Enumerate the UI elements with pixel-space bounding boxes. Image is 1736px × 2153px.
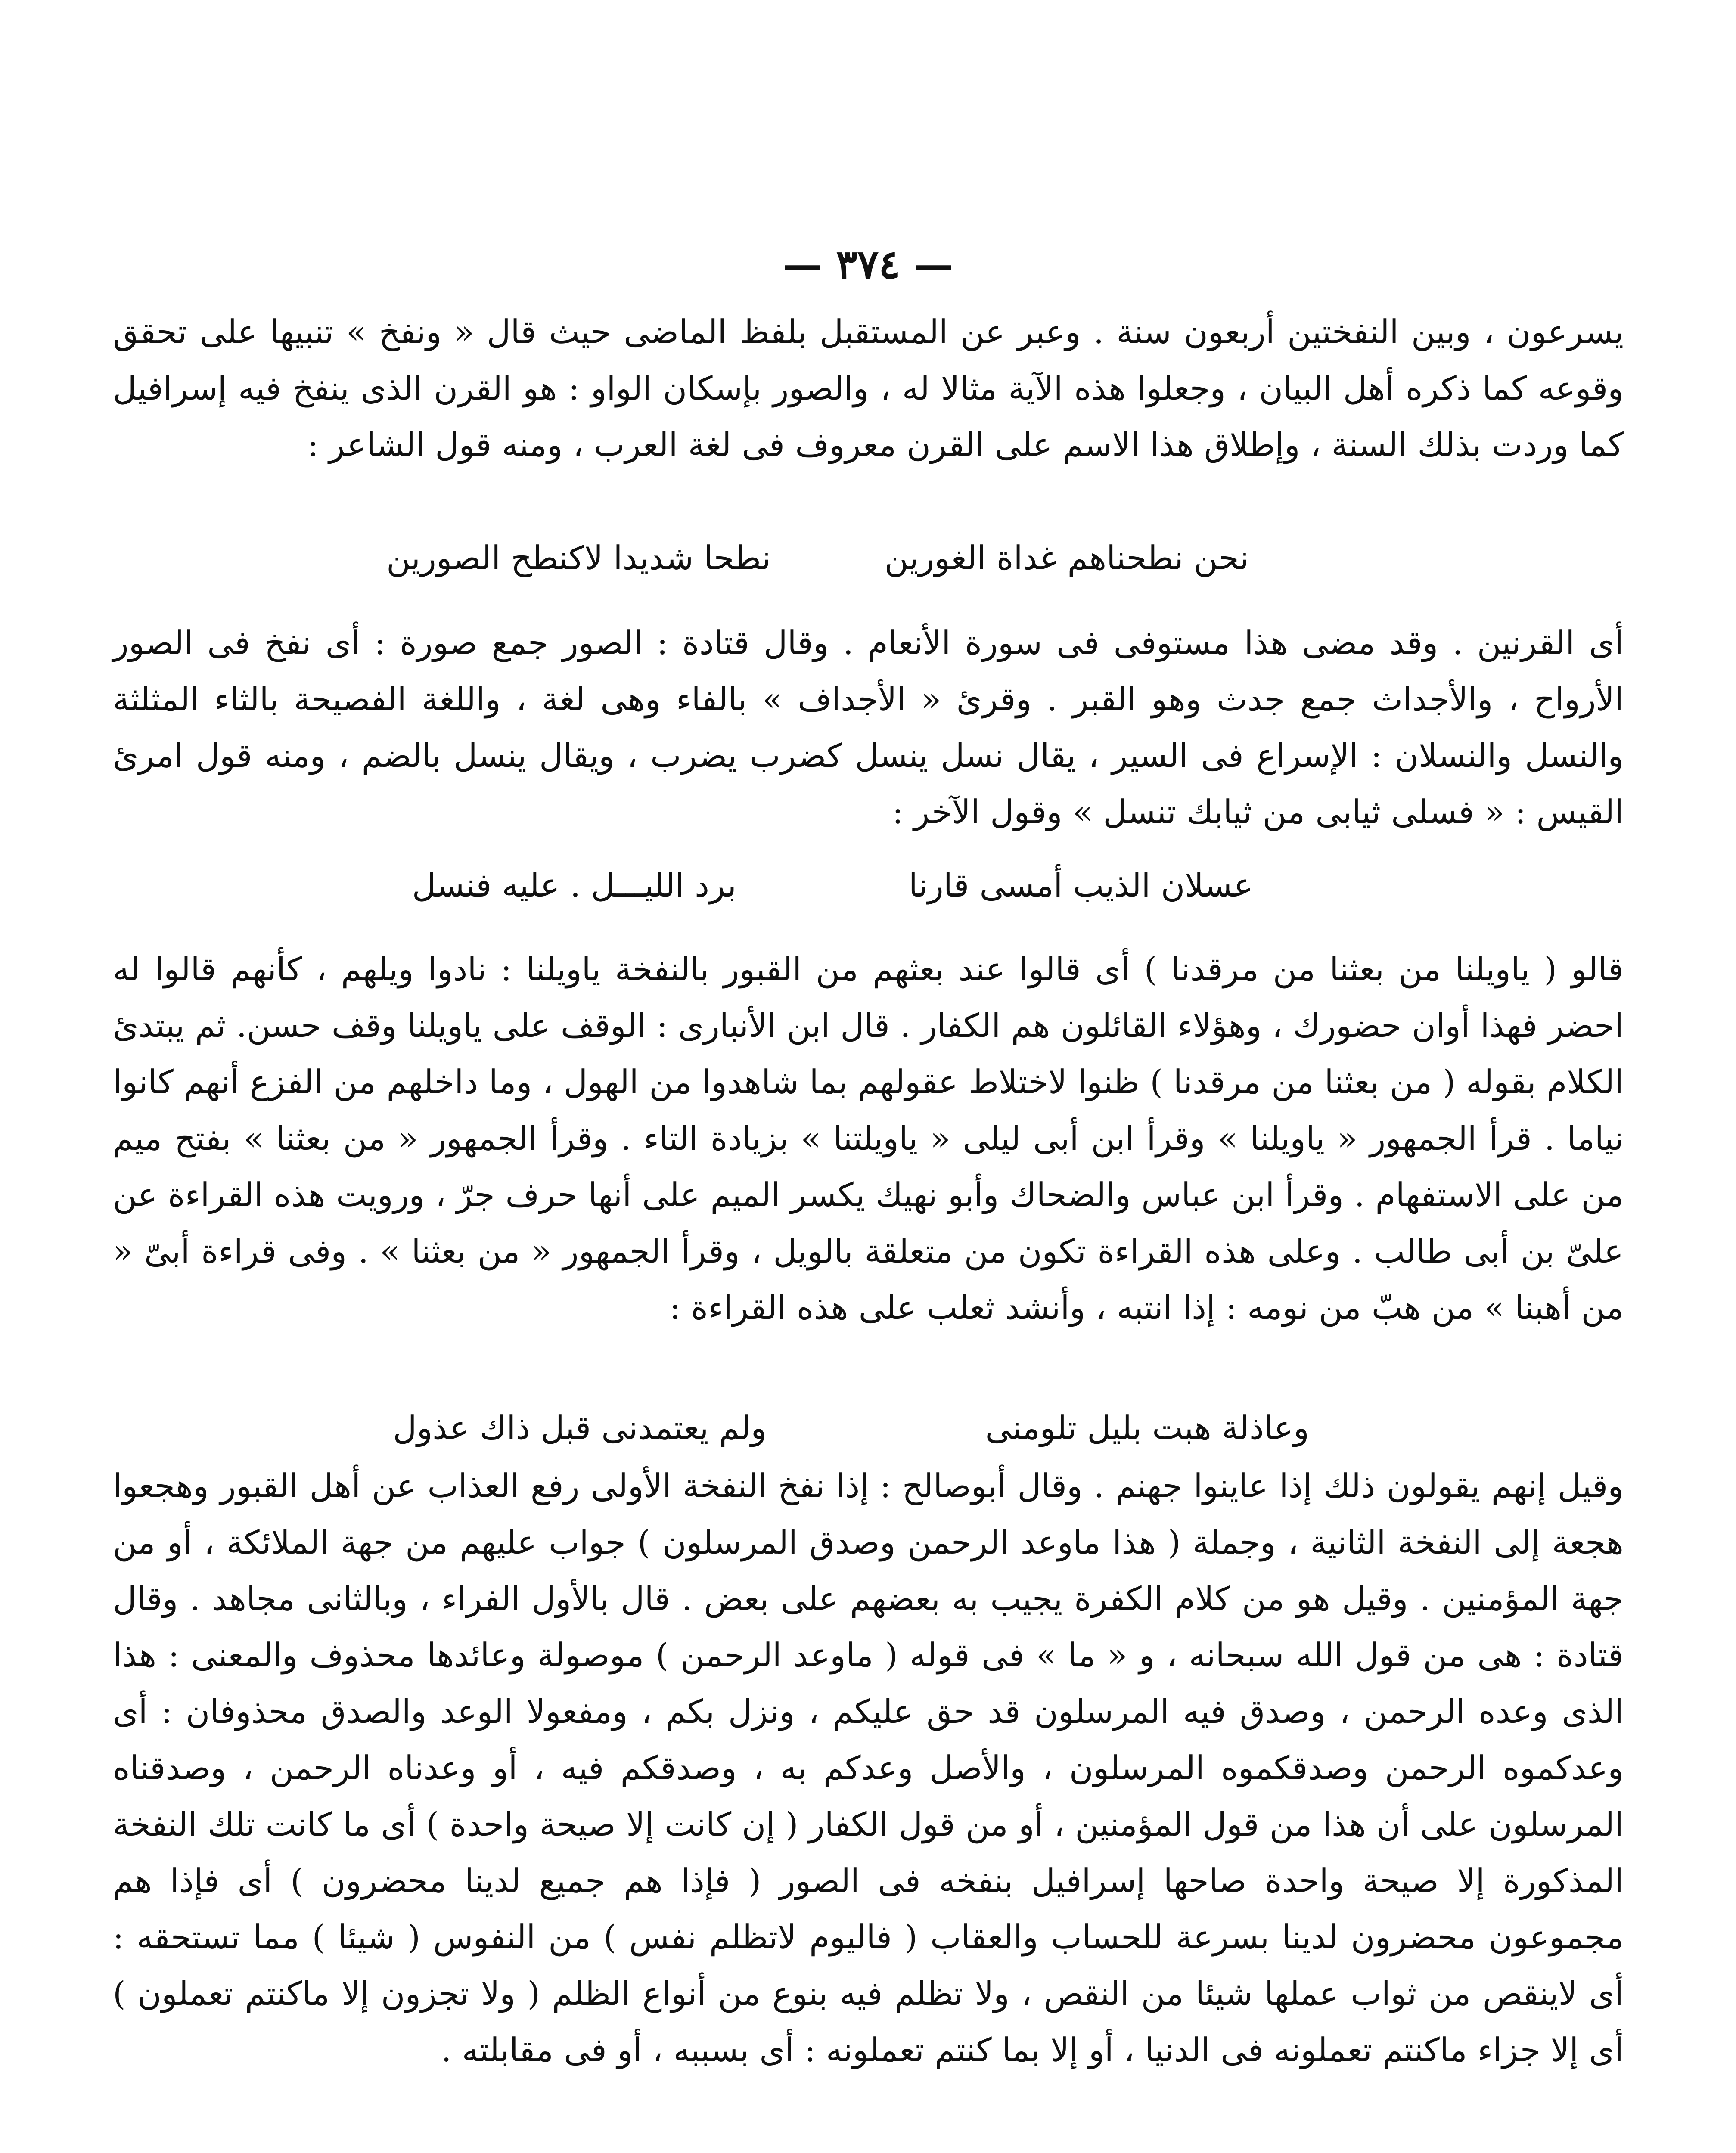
verse-1-second-hemistich: نطحا شديدا لاكنطح الصورين [386,539,771,577]
page-number: — ٣٧٤ — [783,241,953,288]
verse-3-first-hemistich: وعاذلة هبت بليل تلومنى [985,1408,1309,1447]
paragraph-2-text: أى القرنين . وقد مضى هذا مستوفى فى سورة الأنعام . وقال قتادة : الصور جمع صورة : أى نفخ فى الصور الأرواح ، والأجداث جمع جدث وهو القبر . وقرئ « الأجداف » بالفاء وهى لغة ، واللغة الفصيحة بالثاء المثلثة والنسل والنسلان : الإسراع فى السير ، يقال نسل ينسل كضرب يضرب ، ويقال ينسل بالضم ، ومنه قول امرئ القيس : « فسلى ثيابى من ثيابك تنسل » وقول الآخر : [113,624,1624,831]
verse-3-second-hemistich: ولم يعتمدنى قبل ذاك عذول [393,1408,767,1447]
verse-1-first-hemistich: نحن نطحناهم غداة الغورين [884,539,1249,577]
verse-3 [113,1399,1624,1456]
paragraph-4 [113,1458,1624,2078]
paragraph-1-text: يسرعون ، وبين النفختين أربعون سنة . وعبر عن المستقبل بلفظ الماضى حيث قال « ونفخ » تنبيها على تحقق وقوعه كما ذكره أهل البيان ، وجعلوا هذه الآية مثالا له ، والصور بإسكان الواو : هو القرن الذى ينفخ فيه إسرافيل كما وردت بذلك السنة ، وإطلاق هذا الاسم على القرن معروف فى لغة العرب ، ومنه قول الشاعر : [113,313,1624,464]
paragraph-3 [113,941,1624,1336]
paragraph-3-text: قالو ( ياويلنا من بعثنا من مرقدنا ) أى قالوا عند بعثهم من القبور بالنفخة ياويلنا : نادوا ويلهم ، كأنهم قالوا له احضر فهذا أوان حضورك ، وهؤلاء القائلون هم الكفار . قال ابن الأنبارى : الوقف على ياويلنا وقف حسن. ثم يبتدئ الكلام بقوله ( من بعثنا من مرقدنا ) ظنوا لاختلاط عقولهم بما شاهدوا من الهول ، وما داخلهم من الفزع أنهم كانوا نياما . قرأ الجمهور « ياويلنا » وقرأ ابن أبى ليلى « ياويلتنا » بزيادة التاء . وقرأ الجمهور « من بعثنا » بفتح ميم من على الاستفهام . وقرأ ابن عباس والضحاك وأبو نهيك يكسر الميم على أنها حرف جرّ ، ورويت هذه القراءة عن علىّ بن أبى طالب . وعلى هذه القراءة تكون من متعلقة بالويل ، وقرأ الجمهور « من بعثنا » . وفى قراءة أبىّ « من أهبنا » من هبّ من نومه : إذا انتبه ، وأنشد ثعلب على هذه القراءة : [113,950,1624,1327]
verse-1 [113,530,1624,586]
paragraph-1 [113,304,1624,473]
paragraph-2 [113,614,1624,840]
paragraph-4-text: وقيل إنهم يقولون ذلك إذا عاينوا جهنم . وقال أبوصالح : إذا نفخ النفخة الأولى رفع العذاب عن أهل القبور وهجعوا هجعة إلى النفخة الثانية ، وجملة ( هذا ماوعد الرحمن وصدق المرسلون ) جواب عليهم من جهة الملائكة ، أو من جهة المؤمنين . وقيل هو من كلام الكفرة يجيب به بعضهم على بعض . قال بالأول الفراء ، وبالثانى مجاهد . وقال قتادة : هى من قول الله سبحانه ، و « ما » فى قوله ( ماوعد الرحمن ) موصولة وعائدها محذوف والمعنى : هذا الذى وعده الرحمن ، وصدق فيه المرسلون قد حق عليكم ، ونزل بكم ، ومفعولا الوعد والصدق محذوفان : أى وعدكموه الرحمن وصدقكموه المرسلون ، والأصل وعدكم به ، وصدقكم فيه ، أو وعدناه الرحمن ، وصدقناه المرسلون على أن هذا من قول المؤمنين ، أو من قول الكفار ( إن كانت إلا صيحة واحدة ) أى ما كانت تلك النفخة المذكورة إلا صيحة واحدة صاحها إسرافيل بنفخه فى الصور ( فإذا هم جميع لدينا محضرون ) أى فإذا هم مجموعون محضرون لدينا بسرعة للحساب والعقاب ( فاليوم لاتظلم نفس ) من النفوس ( شيئا ) مما تستحقه : أى لاينقص من ثواب عملها شيئا من النقص ، ولا تظلم فيه بنوع من أنواع الظلم ( ولا تجزون إلا ماكنتم تعملون ) أى إلا جزاء ماكنتم تعملونه فى الدنيا ، أو إلا بما كنتم تعملونه : أى بسببه ، أو فى مقابلته . [113,1467,1624,2069]
verse-2 [113,857,1624,913]
verse-2-first-hemistich: عسلان الذيب أمسى قارنا [908,866,1253,904]
verse-2-second-hemistich: برد الليـــل . عليه فنسل [412,866,736,904]
